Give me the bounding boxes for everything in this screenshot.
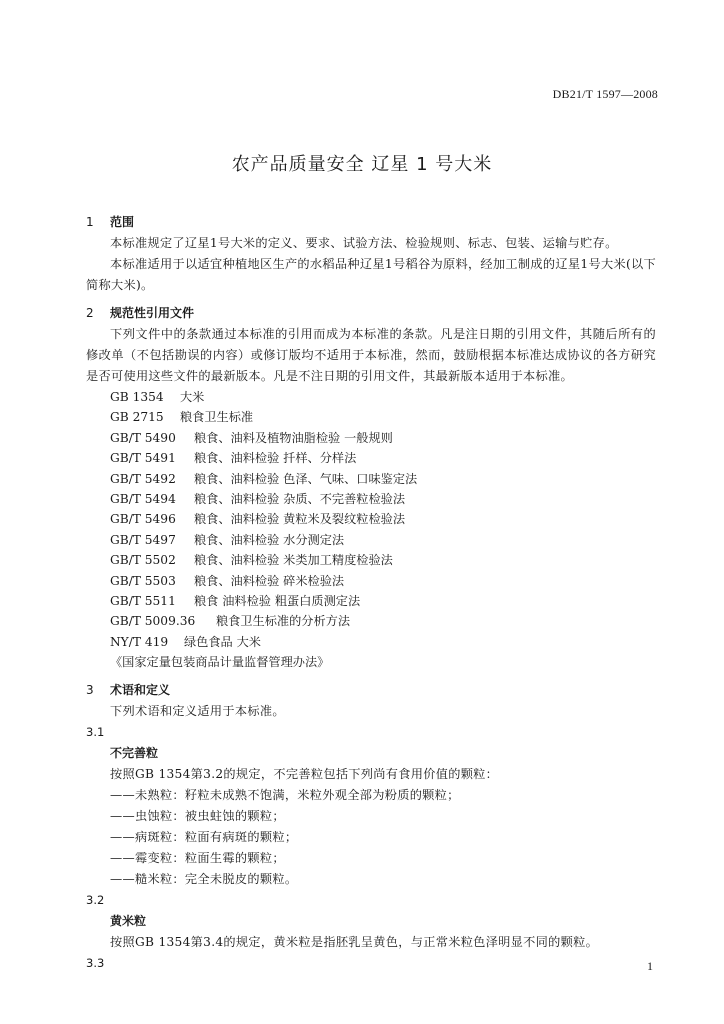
section-title: 术语和定义 (110, 682, 171, 697)
paragraph: 本标准规定了辽星1号大米的定义、要求、试验方法、检验规则、标志、包装、运输与贮存。 (110, 236, 618, 250)
page-number: 1 (647, 959, 653, 973)
reference-code: GB 1354 (110, 390, 164, 404)
term-definition: 按照GB 1354第3.2的规定，不完善粒包括下列尚有食用价值的颗粒： (110, 766, 499, 781)
standard-code: DB21/T 1597—2008 (552, 87, 658, 101)
reference-item (86, 509, 656, 529)
reference-item (86, 571, 656, 591)
reference-title: 粮食、油料检验 色泽、气味、口味鉴定法 (194, 471, 418, 486)
reference-title: 粮食、油料检验 米类加工精度检验法 (194, 553, 393, 568)
reference-item (86, 591, 656, 611)
list-item: ——病斑粒：粒面有病斑的颗粒； (110, 829, 298, 844)
clause-number: 3.2 (86, 892, 105, 907)
reference-item (86, 407, 656, 427)
reference-code: GB/T 5492 (110, 471, 176, 486)
section-title: 规范性引用文件 (110, 306, 195, 320)
reference-code: GB/T 5502 (110, 553, 176, 568)
reference-code: GB/T 5496 (110, 512, 176, 527)
reference-code: GB/T 5009.36 (110, 614, 196, 629)
reference-title: 粮食、油料检验 碎米检验法 (194, 573, 345, 588)
reference-regulation: 《国家定量包装商品计量监督管理办法》 (110, 655, 330, 670)
reference-title: 粮食 油料检验 粗蛋白质测定法 (194, 594, 361, 609)
reference-code: GB/T 5494 (110, 492, 176, 507)
paragraph: 下列文件中的条款通过本标准的引用而成为本标准的条款。凡是注日期的引用文件，其随后所有的修改单（不包括勘误的内容）或修订版均不适用于本标准，然而，鼓励根据本标准达成协议的各方研究是否可使用这些文件的最新版本。凡是不注日期的引用文件，其最新版本适用于本标准。 (86, 327, 656, 383)
reference-title: 粮食、油料检验 水分测定法 (194, 532, 345, 547)
reference-title: 粮食、油料检验 黄粒米及裂纹粒检验法 (194, 512, 406, 527)
list-item: ——霉变粒：粒面生霉的颗粒； (110, 850, 285, 865)
reference-code: GB/T 5490 (110, 430, 176, 445)
reference-title: 绿色食品 大米 (184, 634, 261, 649)
reference-code: GB 2715 (110, 410, 164, 425)
document-body (86, 205, 656, 974)
section-heading (86, 679, 656, 701)
paragraph: 本标准适用于以适宜种植地区生产的水稻品种辽星1号稻谷为原料，经加工制成的辽星1号大米(以下简称大米)。 (86, 257, 656, 292)
reference-item (86, 550, 656, 570)
reference-code: GB/T 5503 (110, 573, 176, 588)
term-definition: 按照GB 1354第3.4的规定，黄米粒是指胚乳呈黄色，与正常米粒色泽明显不同的颗粒。 (110, 934, 599, 949)
section-title: 范围 (110, 215, 135, 229)
reference-code: NY/T 419 (110, 634, 169, 649)
reference-title: 粮食、油料检验 扦样、分样法 (194, 451, 357, 466)
reference-item (86, 428, 656, 448)
reference-title: 粮食卫生标准的分析方法 (216, 614, 351, 629)
reference-item (86, 530, 656, 550)
reference-title: 大米 (180, 390, 205, 404)
list-item: ——虫蚀粒：被虫蛀蚀的颗粒； (110, 808, 285, 823)
clause-number: 3.1 (86, 724, 105, 739)
reference-item (86, 469, 656, 489)
reference-code: GB/T 5511 (110, 594, 176, 609)
reference-item (86, 611, 656, 631)
reference-code: GB/T 5497 (110, 532, 176, 547)
section-number: 2 (86, 306, 94, 320)
section-number: 1 (86, 215, 94, 229)
paragraph: 下列术语和定义适用于本标准。 (110, 703, 285, 718)
document-title: 农产品质量安全 辽星 1 号大米 (231, 154, 493, 175)
reference-item (86, 489, 656, 509)
reference-item (86, 387, 656, 407)
list-item: ——未熟粒：籽粒未成熟不饱满，米粒外观全部为粉质的颗粒； (110, 787, 460, 802)
reference-title: 粮食、油料检验 杂质、不完善粒检验法 (194, 492, 406, 507)
reference-title: 粮食、油料及植物油脂检验 一般规则 (194, 430, 393, 445)
section-heading (86, 211, 656, 233)
section-number: 3 (86, 682, 94, 697)
reference-item (86, 632, 656, 652)
reference-title: 粮食卫生标准 (180, 410, 254, 425)
term-name: 不完善粒 (110, 745, 159, 760)
list-item: ——糙米粒：完全未脱皮的颗粒。 (110, 871, 298, 886)
reference-code: GB/T 5491 (110, 451, 176, 466)
section-heading (86, 302, 656, 324)
clause-number: 3.3 (86, 955, 105, 970)
term-name: 黄米粒 (110, 913, 147, 928)
reference-item (86, 448, 656, 468)
